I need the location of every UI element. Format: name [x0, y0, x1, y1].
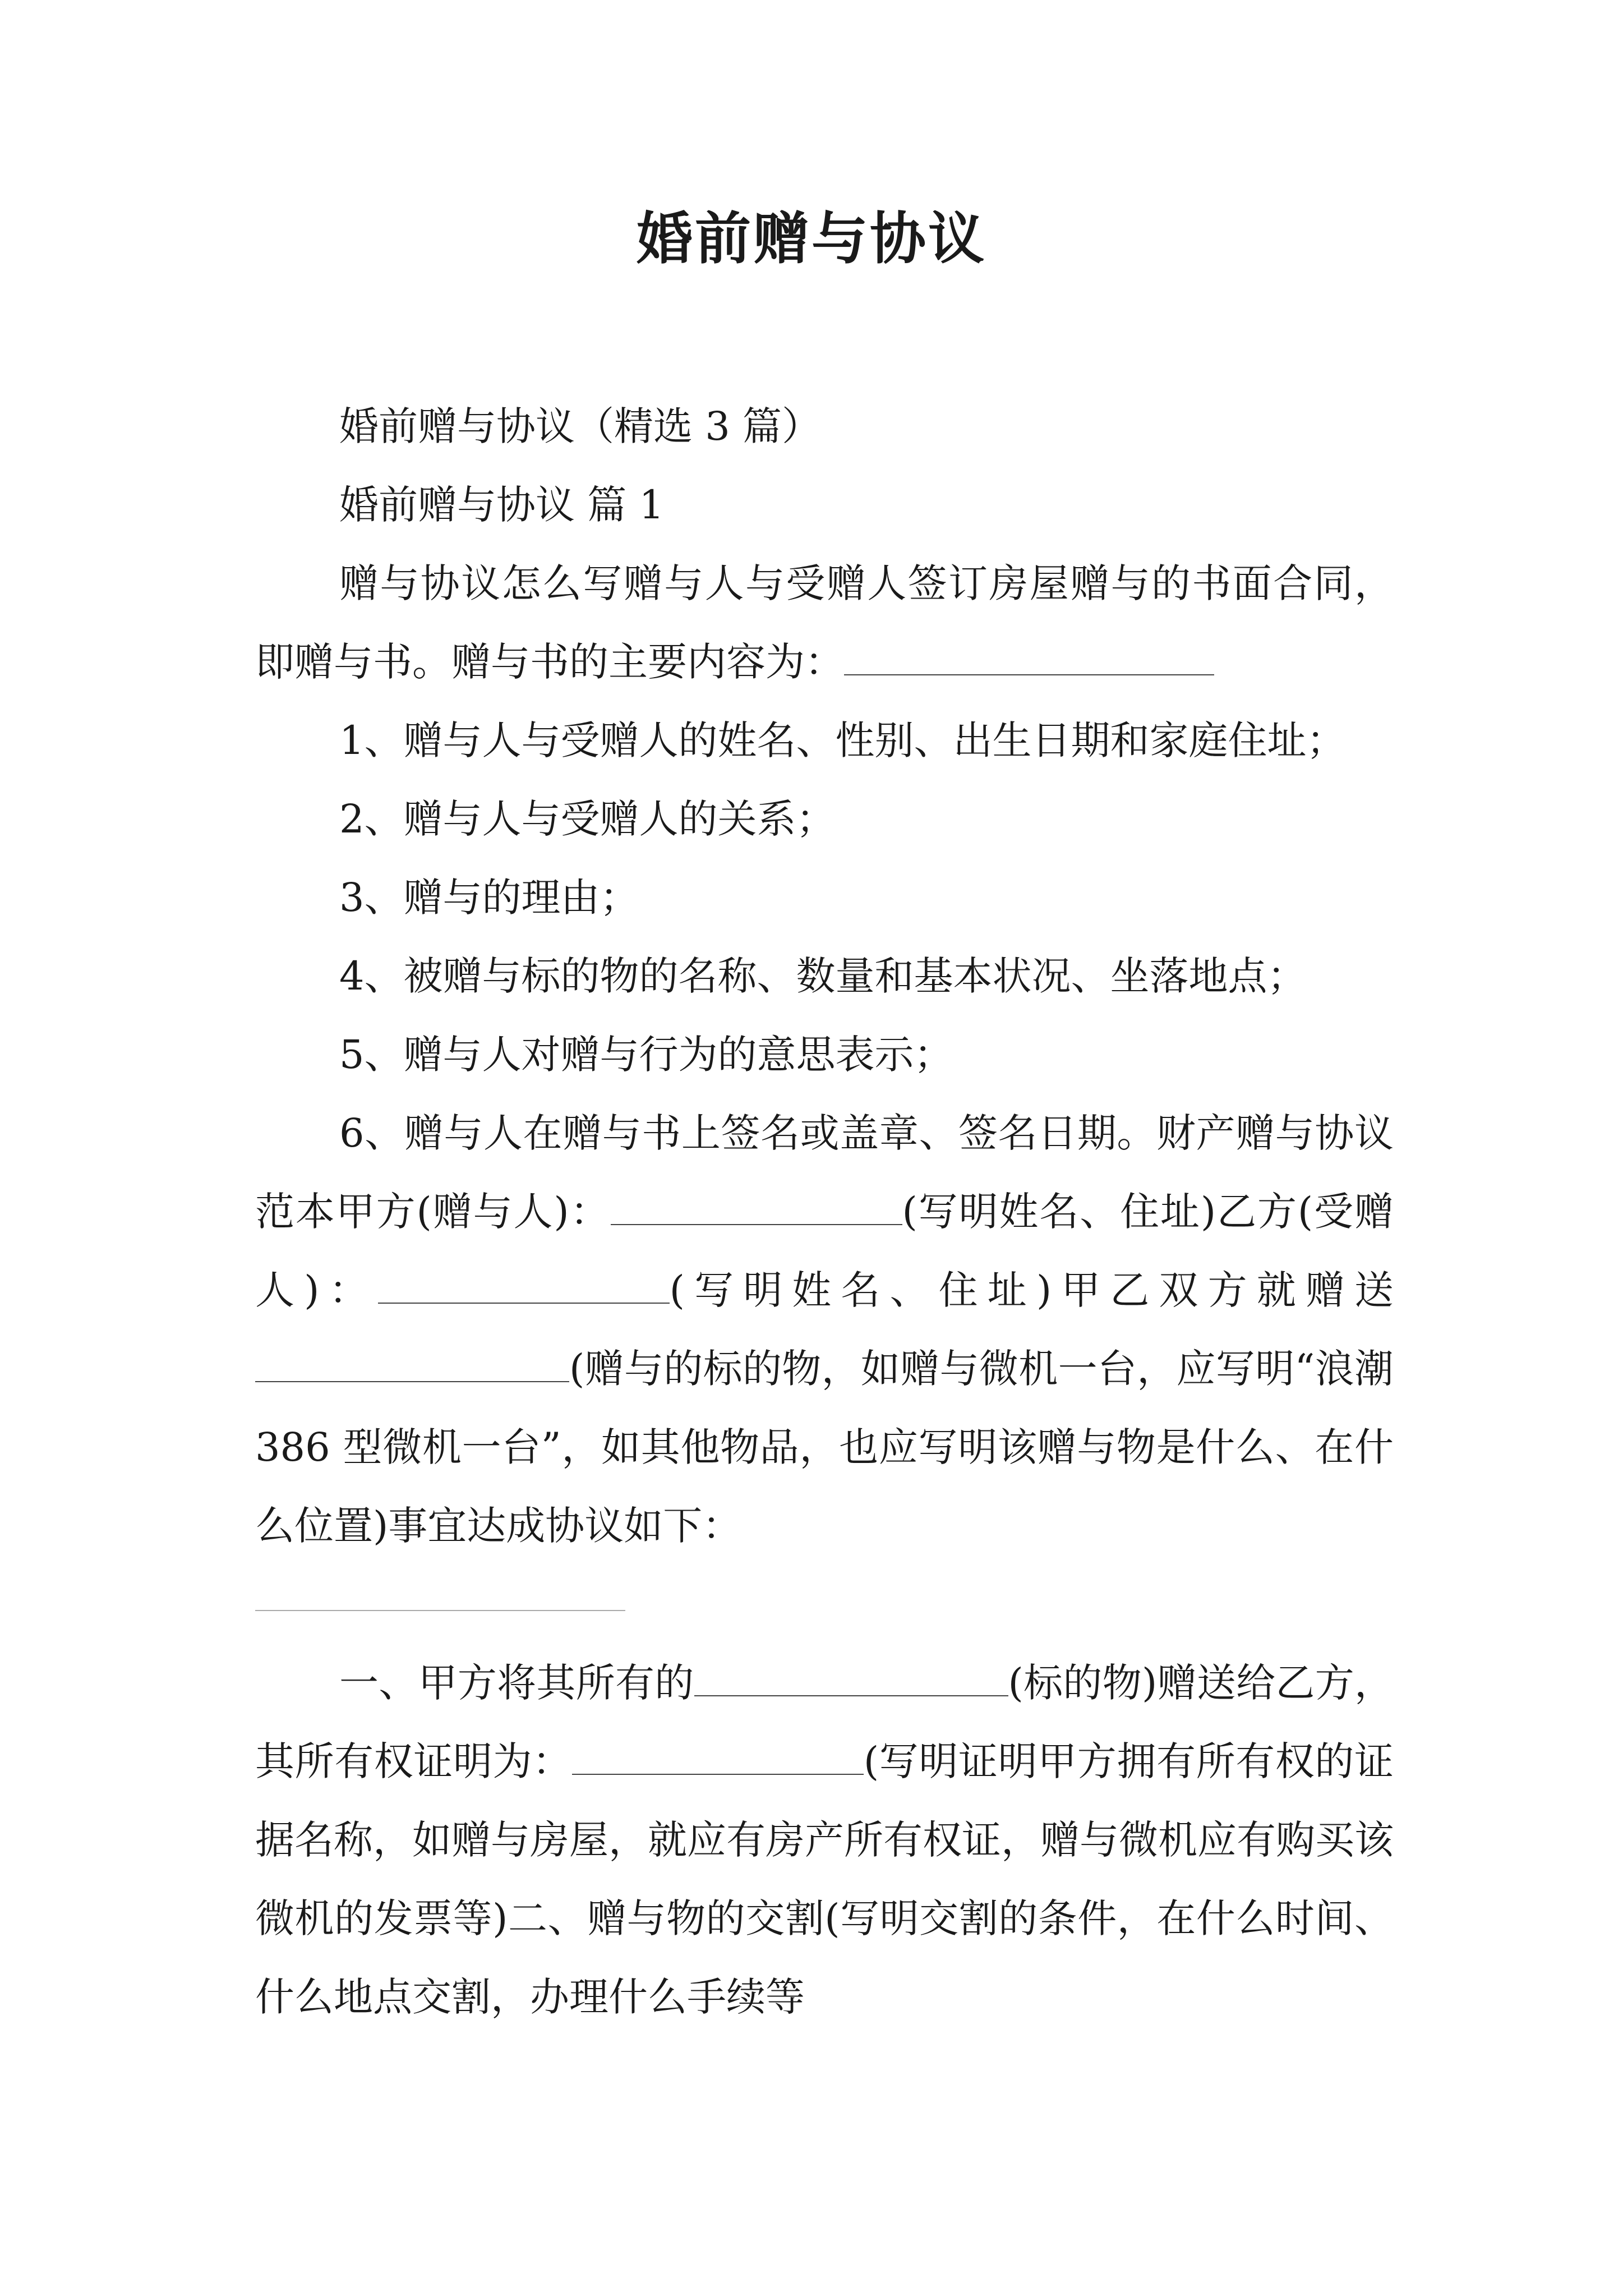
clause-text-a: 一、甲方将其所有的 [339, 1660, 694, 1706]
list-item-3: 3、赠与的理由； [339, 875, 639, 921]
list-item-5: 5、赠与人对赠与行为的意思表示； [339, 1032, 953, 1078]
document-body [255, 387, 1394, 2036]
list-item-6-text-b: (写明姓名、住址)乙方(受赠人)： [255, 1189, 1394, 1313]
list-item-2: 2、赠与人与受赠人的关系； [339, 796, 836, 842]
intro-text: 赠与协议怎么写赠与人与受赠人签订房屋赠与的书面合同，即赠与书。赠与书的主要内容为： [255, 560, 1394, 685]
paragraph-section-heading: 婚前赠与协议 篇 1 [339, 482, 665, 528]
list-item-1: 1、赠与人与受赠人的姓名、性别、出生日期和家庭住址； [339, 717, 1346, 763]
blank-line [255, 1346, 569, 1382]
separator-line [255, 1610, 625, 1611]
blank-line [844, 639, 1214, 675]
list-item-4: 4、被赠与标的物的名称、数量和基本状况、坐落地点； [339, 953, 1307, 999]
blank-line [572, 1739, 864, 1775]
clause-paragraph [255, 1644, 1394, 2036]
list-item-6 [255, 1094, 1394, 1565]
blank-line [611, 1189, 902, 1225]
list-item-6-text-d: (赠与的标的物，如赠与微机一台，应写明“浪潮 386 型微机一台”，如其他物品，也应写明该赠与物是什么、在什么位置)事宜达成协议如下： [255, 1346, 1394, 1549]
paragraph-subtitle: 婚前赠与协议（精选 3 篇） [339, 403, 822, 449]
blank-line [694, 1660, 1008, 1696]
separator-rule [255, 1565, 1394, 1644]
list-item-6-text-c: (写明姓名、住址)甲乙双方就赠送 [669, 1267, 1394, 1313]
blank-line [378, 1268, 670, 1304]
clause-text-c: (写明证明甲方拥有所有权的证据名称，如赠与房屋，就应有房产所有权证，赠与微机应有购买该微机的发票等)二、赠与物的交割(写明交割的条件，在什么时间、什么地点交割，办理什么手续等 [255, 1738, 1394, 2020]
list-item-6-text-a: 6、赠与人在赠与书上签名或盖章、签名日期。财产赠与协议范本甲方(赠与人)： [255, 1110, 1394, 1235]
clause-text-b: (标的物)赠送给乙方，其所有权证明为： [255, 1660, 1394, 1784]
paragraph-intro [255, 544, 1394, 701]
document-title: 婚前赠与协议 [637, 205, 986, 272]
